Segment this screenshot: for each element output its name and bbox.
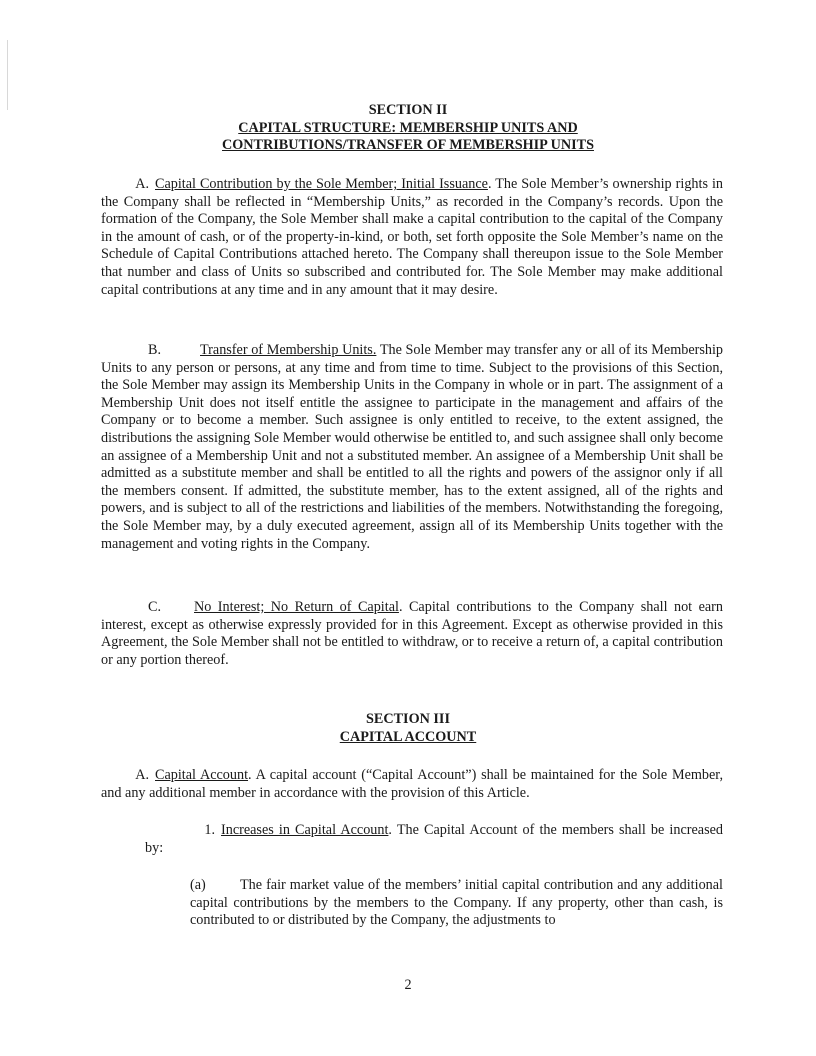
item-a-text: The fair market value of the members’ initial capital contribution and any additional capital contributions by the members to the Company. If any property, other than cash, is contributed to or distributed by the Company, the adjustments to	[190, 877, 723, 929]
section-2-heading	[0, 102, 816, 155]
paragraph-a-text: The Sole Member’s ownership rights in the Company shall be reflected in “Membership Units,” as recorded in the Company’s records. Upon the formation of the Company, the Sole Member shall make a capital contribution to the capital of the Company in the amount of cash, or of the property-in-kind, or both, set forth opposite the Sole Member’s name on the Schedule of Capital Contributions attached hereto. The Company shall thereupon issue to the Sole Member that number and class of Units so subscribed and contributed for. The Sole Member may make additional capital contributions at any time and in any amount that it may desire.	[101, 176, 723, 298]
section-3-a-text: A capital account (“Capital Account”) shall be maintained for the Sole Member, and any additional member in accordance with the provision of this Article.	[101, 767, 724, 801]
paragraph-c-text: Capital contributions to the Company shall not earn interest, except as otherwise expressly provided for in this Agreement. Except as otherwise provided in this Agreement, the Sole Member shall not be entitled to withdraw, or to receive a return of, a capital contribution or any portion thereof.	[101, 599, 723, 668]
section-2-title-line-2: CONTRIBUTIONS/TRANSFER OF MEMBERSHIP UNITS	[222, 137, 594, 154]
paragraph-a-title: Capital Contribution by the Sole Member; Initial Issuance	[155, 176, 488, 192]
section-2-paragraph-c	[101, 599, 723, 669]
item-1-title: Increases in Capital Account	[221, 822, 389, 838]
paragraph-c-title-end: .	[398, 599, 403, 615]
section-3-paragraph-a	[101, 767, 723, 802]
section-2-title-line-1: CAPITAL STRUCTURE: MEMBERSHIP UNITS AND	[238, 119, 578, 136]
section-3-number: SECTION III	[366, 711, 450, 727]
section-3-a-title-end: .	[248, 767, 252, 783]
section-2-paragraph-b	[101, 342, 723, 553]
section-3-item-1	[145, 822, 723, 857]
paragraph-a-title-end: .	[487, 176, 492, 192]
section-2-number: SECTION II	[368, 102, 448, 118]
paragraph-b-label: B.	[148, 342, 162, 358]
paragraph-b-title: Transfer of Membership Units.	[200, 342, 377, 358]
item-1-title-end: .	[388, 822, 392, 838]
item-1-text: The Capital Account of the members shall be increased by:	[145, 822, 723, 856]
paragraph-a-label: A.	[135, 176, 149, 192]
section-3-a-title: Capital Account	[155, 767, 249, 783]
paragraph-c-label: C.	[148, 599, 162, 615]
section-2-paragraph-a	[101, 176, 723, 299]
paragraph-b-text: The Sole Member may transfer any or all of its Membership Units to any person or persons, at any time and from time to time. Subject to the provisions of this Section, the Sole Member may assign its Membership Units in the Company in whole or in part. The assignment of a Membership Unit does not itself entitle the assignee to participate in the management and affairs of the Company or to become a member. Such assignee is only entitled to receive, to the extent assigned, the distributions the assigning Sole Member would otherwise be entitled to, and such assignee shall only become an assignee of a Membership Unit and not a substituted member. An assignee of a Membership Unit shall be admitted as a substitute member and shall be entitled to all the rights and powers of the assignor only if all the members consent. If admitted, the substitute member, has to the extent assigned, all of the rights and powers, and is subject to all of the restrictions and liabilities of the members. Notwithstanding the foregoing, the Sole Member may, by a duly executed agreement, assign all of its Membership Units together with the management and voting rights in the Company.	[101, 342, 724, 552]
item-a-label: (a)	[190, 877, 206, 893]
page-number: 2	[404, 977, 412, 993]
section-3-item-a	[190, 877, 723, 930]
section-3-a-label: A.	[135, 767, 149, 783]
paragraph-c-title: No Interest; No Return of Capital	[194, 599, 399, 615]
section-3-heading	[0, 711, 816, 746]
scan-edge-mark	[7, 40, 8, 110]
section-3-title: CAPITAL ACCOUNT	[339, 728, 477, 745]
item-1-label: 1.	[204, 822, 215, 838]
